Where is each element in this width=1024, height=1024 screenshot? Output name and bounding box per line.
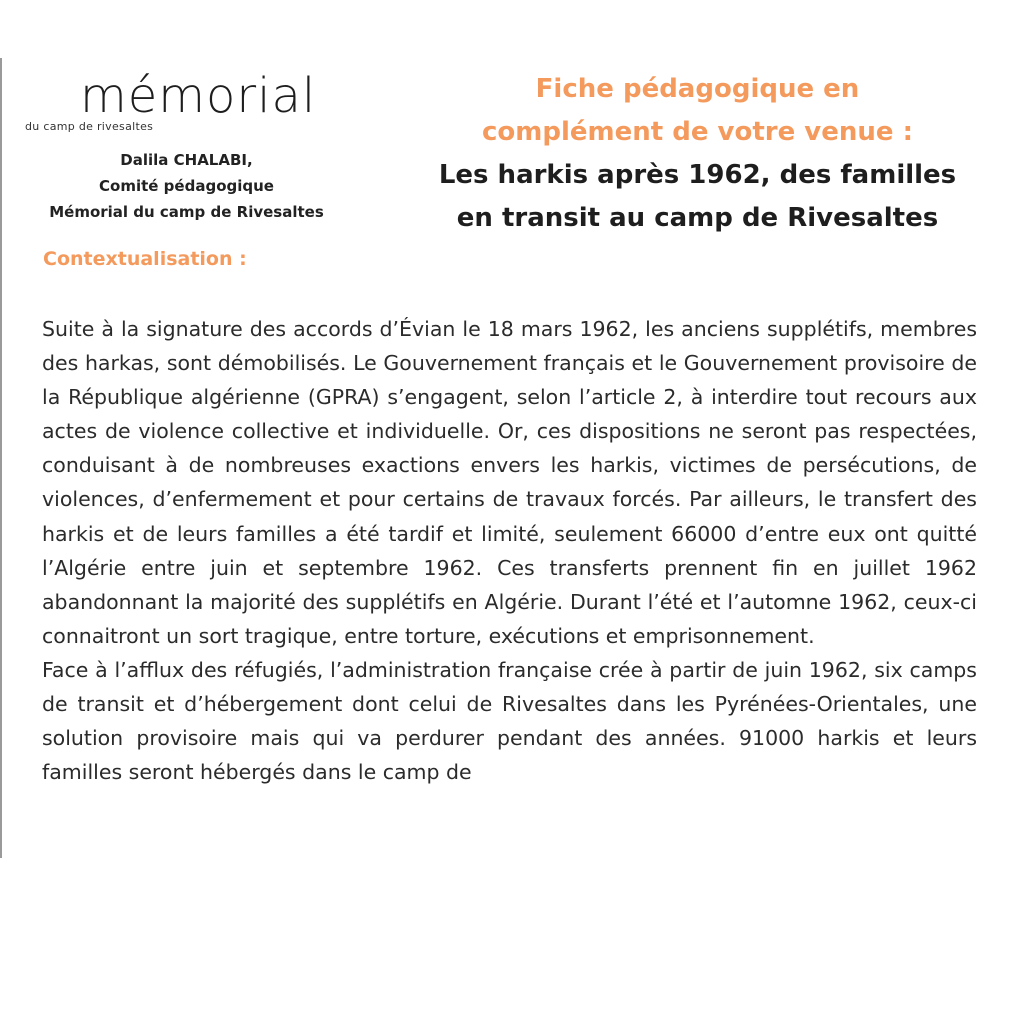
body-text <box>42 312 977 857</box>
logo-wordmark: mémorial <box>80 68 317 124</box>
body-paragraph-2: Face à l’afflux des réfugiés, l’administration française crée à partir de juin 1962, six camps de transit et d’hébergement dont celui de Rivesaltes dans les Pyrénées-Orientales, une solution provisoire mais qui va perdurer pendant des années. 91000 harkis et leurs familles seront hébergés dans le camp de <box>42 657 977 785</box>
title-headline-line-1: Les harkis après 1962, des familles <box>438 160 957 190</box>
section-heading: Contextualisation : <box>43 248 247 270</box>
author-organization: Mémorial du camp de Rivesaltes <box>49 203 324 221</box>
body-paragraph-1: Suite à la signature des accords d’Évian le 18 mars 1962, les anciens supplétifs, membres des harkas, sont démobilisés. Le Gouvernement français et le Gouvernement provisoire de la République algérienne (GPRA) s’engagent, selon l’article 2, à interdire tout recours aux actes de violence collective et individuelle. Or, ces dispositions ne seront pas respectées, conduisant à de nombreuses exactions envers les harkis, victimes de persécutions, de violences, d’enfermement et pour certains de travaux forcés. Par ailleurs, le transfert des harkis et de leurs familles a été tardif et limité, seulement 66000 d’entre eux ont quitté l’Algérie entre juin et septembre 1962. Ces transferts prennent fin en juillet 1962 abandonnant la majorité des supplétifs en Algérie. Durant l’été et l’automne 1962, ceux-ci connaitront un sort tragique, entre torture, exécutions et emprisonnement. <box>42 317 977 648</box>
title-headline-line-2: en transit au camp de Rivesaltes <box>456 203 939 233</box>
logo-subline: du camp de rivesaltes <box>25 120 154 133</box>
author-name: Dalila CHALABI, <box>120 151 253 169</box>
author-role: Comité pédagogique <box>99 177 274 195</box>
title-kicker-line-1: Fiche pédagogique en <box>535 74 860 104</box>
title-kicker-line-2: complément de votre venue : <box>482 117 913 147</box>
document-title <box>405 68 990 240</box>
memorial-logo <box>25 68 355 134</box>
author-block <box>14 147 359 225</box>
page-left-edge <box>0 58 2 858</box>
